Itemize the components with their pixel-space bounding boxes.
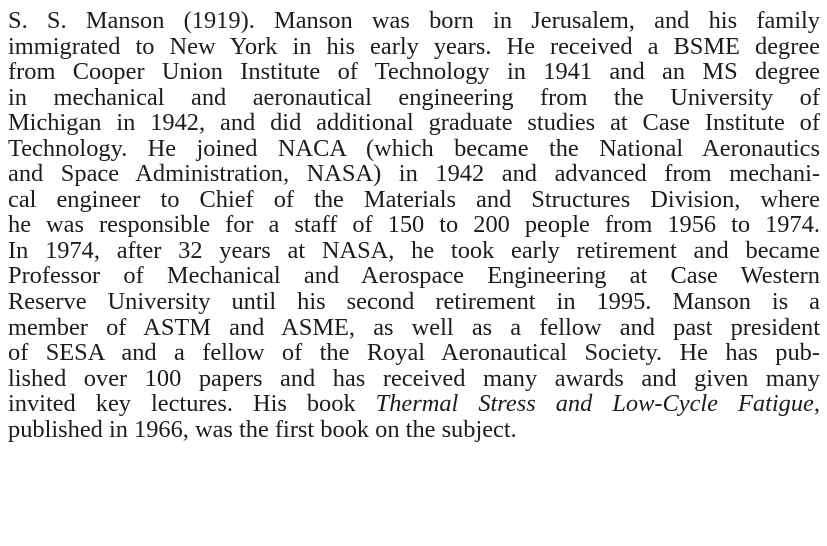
- text-line: immigrated to New York in his early years. He received a BSME degree: [8, 32, 820, 60]
- text-line-with-book-title: [8, 391, 820, 417]
- text-line: member of ASTM and ASME, as well as a fellow and past president: [8, 313, 820, 341]
- text-line: of SESA and a fellow of the Royal Aeronautical Society. He has pub-: [8, 339, 820, 367]
- text-line: Technology. He joined NACA (which became the National Aeronautics: [8, 134, 820, 162]
- text-line: Michigan in 1942, and did additional graduate studies at Case Institute of: [8, 109, 820, 137]
- text-line: Reserve University until his second retirement in 1995. Manson is a: [8, 288, 820, 316]
- text-line: Professor of Mechanical and Aerospace Engineering at Case Western: [8, 262, 820, 290]
- text-line: lished over 100 papers and has received many awards and given many: [8, 364, 820, 392]
- text-line: S. S. Manson (1919). Manson was born in Jerusalem, and his family: [8, 7, 820, 34]
- text-line: and Space Administration, NASA) in 1942 and advanced from mechani-: [8, 160, 820, 188]
- text-line: he was responsible for a staff of 150 to 200 people from 1956 to 1974.: [8, 211, 820, 239]
- text-line: in mechanical and aeronautical engineering from the University of: [8, 83, 820, 111]
- book-title: Thermal Stress and Low-Cycle Fatigue,: [375, 390, 820, 418]
- text-line-last: published in 1966, was the first book on the subject.: [8, 415, 517, 443]
- text-line: from Cooper Union Institute of Technology in 1941 and an MS degree: [8, 58, 820, 86]
- text-line: In 1974, after 32 years at NASA, he took early retirement and became: [8, 236, 820, 264]
- biography-paragraph: [8, 8, 820, 442]
- text-line: cal engineer to Chief of the Materials and Structures Division, where: [8, 185, 820, 213]
- text-segment: invited key lectures. His book: [8, 390, 376, 418]
